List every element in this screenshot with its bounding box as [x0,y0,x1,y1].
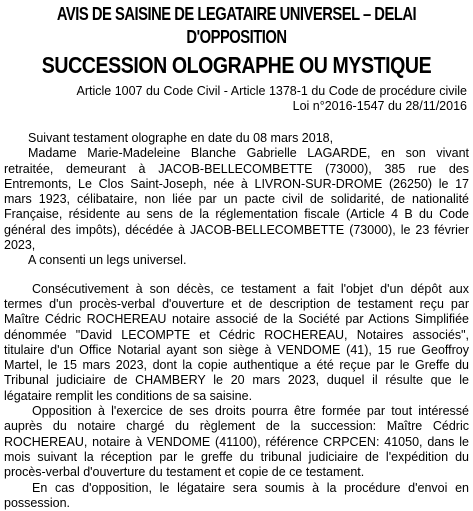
paragraph-possession: En cas d'opposition, le légataire sera soumis à la procédure d'envoi en possession. [4,480,469,510]
paragraph-testator: Madame Marie-Madeleine Blanche Gabrielle LAGARDE, en son vivant retraitée, demeurant à JACOB-BELLECOMBETTE (73000), 385 rue des Entremonts, Le Clos Saint-Joseph, née à LIVRON-SUR-DROME (26250) le 17 mars 1923, célibataire, non liée par un pacte civil de solidarité, de nationalité Française, résidente au sens de la réglementation fiscale (Article 4 B du Code général des impôts), décédée à JACOB-BELLECOMBETTE (73000), le 23 février 2023, [4,146,469,253]
paragraph-opposition: Opposition à l'exercice de ses droits pourra être formée par tout intéressé auprès du notaire chargé du règlement de la succession: Maître Cédric ROCHEREAU, notaire à VENDOME (41100), référence CRPCEN: 41050, dans le mois suivant la réception par le greffe du tribunal judiciaire de l'expédition du procès-verbal d'ouverture du testament et copie de ce testament. [4,404,469,480]
paragraph-testament-date: Suivant testament olographe en date du 08 mars 2018, [28,131,334,145]
paragraph-legacy: A consenti un legs universel. [28,253,187,268]
notice-title-line1: AVIS DE SAISINE DE LEGATAIRE UNIVERSEL – DELAI [56,4,417,24]
legal-reference-articles: Article 1007 du Code Civil - Article 1378-1 du Code de procédure civile [76,84,467,98]
paragraph-deposit: Consécutivement à son décès, ce testament a fait l'objet d'un dépôt aux termes d'un procès-verbal d'ouverture et de description de testament reçu par Maître Cédric ROCHEREAU notaire associé de la Société par Actions Simplifiée dénommée "David LECOMPTE et Cédric ROCHEREAU, Notaires associés", titulaire d'un Office Notarial ayant son siège à VENDOME (41), 15 rue Geoffroy Martel, le 15 mars 2023, dont la copie authentique a été reçue par le Greffe du Tribunal judiciaire de CHAMBERY le 20 mars 2023, duquel il résulte que le légataire remplit les conditions de sa saisine. [4,281,469,403]
notice-title-line2: D'OPPOSITION [186,27,287,47]
legal-references [4,84,469,114]
notice-body [4,131,469,511]
legal-reference-law: Loi n°2016-1547 du 28/11/2016 [292,99,467,113]
notice-subtitle: SUCCESSION OLOGRAPHE OU MYSTIQUE [41,52,432,78]
legal-notice [4,3,469,511]
